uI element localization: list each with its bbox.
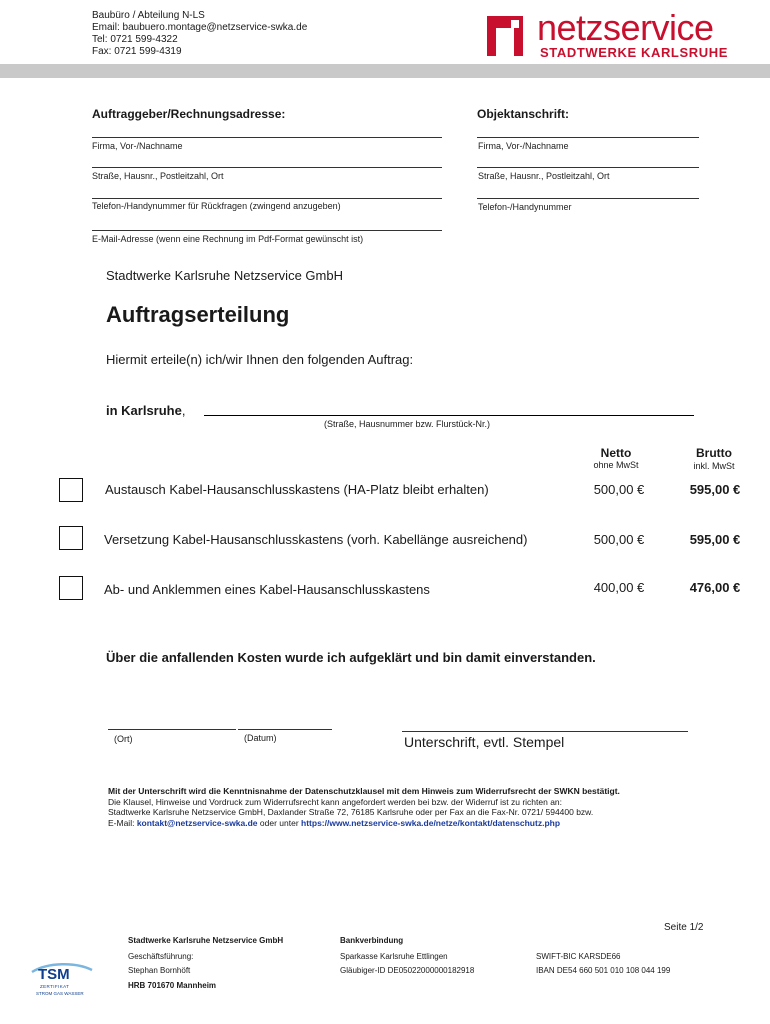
location-input-line[interactable] xyxy=(204,415,694,416)
footer-bank-title: Bankverbindung xyxy=(340,936,404,945)
fax-contact: Fax: 0721 599-4319 xyxy=(92,46,182,57)
billing-email-label: E-Mail-Adresse (wenn eine Rechnung im Pdf-Format gewünscht ist) xyxy=(92,234,364,244)
location-city: in Karlsruhe xyxy=(106,403,182,418)
signature-label: Unterschrift, evtl. Stempel xyxy=(404,734,565,750)
footer-swift: SWIFT-BIC KARSDE66 xyxy=(536,952,621,961)
privacy-url-link[interactable]: https://www.netzservice-swka.de/netze/kontakt/datenschutz.php xyxy=(301,817,561,828)
object-phone-label: Telefon-/Handynummer xyxy=(478,202,572,212)
email-contact: Email: baubuero.montage@netzservice-swka.de xyxy=(92,22,308,33)
option-3-netto: 400,00 € xyxy=(593,580,645,595)
billing-name-label: Firma, Vor-/Nachname xyxy=(92,141,183,151)
company-name: Stadtwerke Karlsruhe Netzservice GmbH xyxy=(106,268,343,283)
email-prefix: E-Mail: xyxy=(108,817,137,828)
department: Baubüro / Abteilung N-LS xyxy=(92,10,205,21)
option-1-label: Austausch Kabel-Hausanschlusskastens (HA-Platz bleibt erhalten) xyxy=(105,482,489,497)
option-2-label: Versetzung Kabel-Hausanschlusskastens (vorh. Kabellänge ausreichend) xyxy=(104,532,528,547)
option-1-checkbox[interactable] xyxy=(59,478,83,502)
option-3-label: Ab- und Anklemmen eines Kabel-Hausanschlusskastens xyxy=(104,582,430,597)
netto-header: Netto xyxy=(600,446,632,460)
intro-text: Hiermit erteile(n) ich/wir Ihnen den folgenden Auftrag: xyxy=(106,352,414,367)
option-3-checkbox[interactable] xyxy=(59,576,83,600)
netto-subheader: ohne MwSt xyxy=(593,460,639,470)
contact-block xyxy=(92,10,307,58)
privacy-bold-line: Mit der Unterschrift wird die Kenntnisnahme der Datenschutzklausel mit dem Hinweis zum Widerrufsrecht der SWKN bestätigt. xyxy=(108,786,620,796)
page-number: Seite 1/2 xyxy=(664,922,704,933)
object-name-field[interactable] xyxy=(477,137,699,138)
footer-company: Stadtwerke Karlsruhe Netzservice GmbH xyxy=(128,936,284,945)
place-field[interactable] xyxy=(108,729,236,730)
billing-phone-field[interactable] xyxy=(92,198,442,199)
object-title: Objektanschrift: xyxy=(477,107,570,121)
tsm-logo-sub1: ZERTIFIKAT xyxy=(40,984,70,989)
brutto-subheader: inkl. MwSt xyxy=(693,461,735,471)
tsm-logo-sub2: STROM GAS WASSER xyxy=(36,991,84,996)
option-1-netto: 500,00 € xyxy=(593,482,645,497)
brutto-header: Brutto xyxy=(696,446,732,460)
option-2-checkbox[interactable] xyxy=(59,526,83,550)
logo-wordmark: netzservice xyxy=(537,7,714,48)
phone-contact: Tel: 0721 599-4322 xyxy=(92,34,178,45)
footer-iban: IBAN DE54 660 501 010 108 044 199 xyxy=(536,966,671,975)
location-hint: (Straße, Hausnummer bzw. Flurstück-Nr.) xyxy=(324,419,491,429)
footer-registry: HRB 701670 Mannheim xyxy=(128,981,217,990)
footer-management-label: Geschäftsführung: xyxy=(128,952,194,961)
billing-title: Auftraggeber/Rechnungsadresse: xyxy=(92,107,286,121)
date-field[interactable] xyxy=(238,729,332,730)
footer-bank-name: Sparkasse Karlsruhe Ettlingen xyxy=(340,952,448,961)
tsm-logo-text: TSM xyxy=(38,966,70,983)
privacy-line-4 xyxy=(108,818,758,829)
tsm-certificate-logo xyxy=(30,960,94,1000)
logo-subtitle: STADTWERKE KARLSRUHE xyxy=(540,45,728,60)
option-2-netto: 500,00 € xyxy=(593,532,645,547)
billing-email-field[interactable] xyxy=(92,230,442,231)
privacy-line-3: Stadtwerke Karlsruhe Netzservice GmbH, Daxlander Straße 72, 76185 Karlsruhe oder per Fax an die Fax-Nr. 0721/ 594400 bzw. xyxy=(108,807,594,817)
billing-name-field[interactable] xyxy=(92,137,442,138)
object-street-label: Straße, Hausnr., Postleitzahl, Ort xyxy=(478,171,610,181)
footer-manager: Stephan Bornhöft xyxy=(128,966,191,975)
privacy-line-2: Die Klausel, Hinweise und Vordruck zum Widerrufsrecht kann angefordert werden bei bzw. der Widerruf ist zu richten an: xyxy=(108,796,563,807)
billing-phone-label: Telefon-/Handynummer für Rückfragen (zwingend anzugeben) xyxy=(92,201,341,211)
email-url-connector: oder unter xyxy=(257,817,302,828)
object-name-label: Firma, Vor-/Nachname xyxy=(478,141,569,151)
place-label: (Ort) xyxy=(114,734,133,744)
option-3-brutto: 476,00 € xyxy=(689,580,741,595)
signature-field[interactable] xyxy=(402,731,688,732)
location-label xyxy=(106,403,185,418)
footer-creditor-id: Gläubiger-ID DE05022000000182918 xyxy=(340,966,475,975)
billing-street-field[interactable] xyxy=(92,167,442,168)
privacy-notice xyxy=(108,786,758,828)
consent-statement: Über die anfallenden Kosten wurde ich aufgeklärt und bin damit einverstanden. xyxy=(106,650,596,665)
date-label: (Datum) xyxy=(244,733,277,743)
header-divider xyxy=(0,64,770,78)
location-comma: , xyxy=(181,403,186,418)
option-2-brutto: 595,00 € xyxy=(689,532,741,547)
object-street-field[interactable] xyxy=(477,167,699,168)
document-title: Auftragserteilung xyxy=(106,302,290,327)
contact-email-link[interactable]: kontakt@netzservice-swka.de xyxy=(136,817,258,828)
netzservice-logo-icon xyxy=(487,16,523,56)
option-1-brutto: 595,00 € xyxy=(689,482,741,497)
billing-street-label: Straße, Hausnr., Postleitzahl, Ort xyxy=(92,171,224,181)
object-phone-field[interactable] xyxy=(477,198,699,199)
